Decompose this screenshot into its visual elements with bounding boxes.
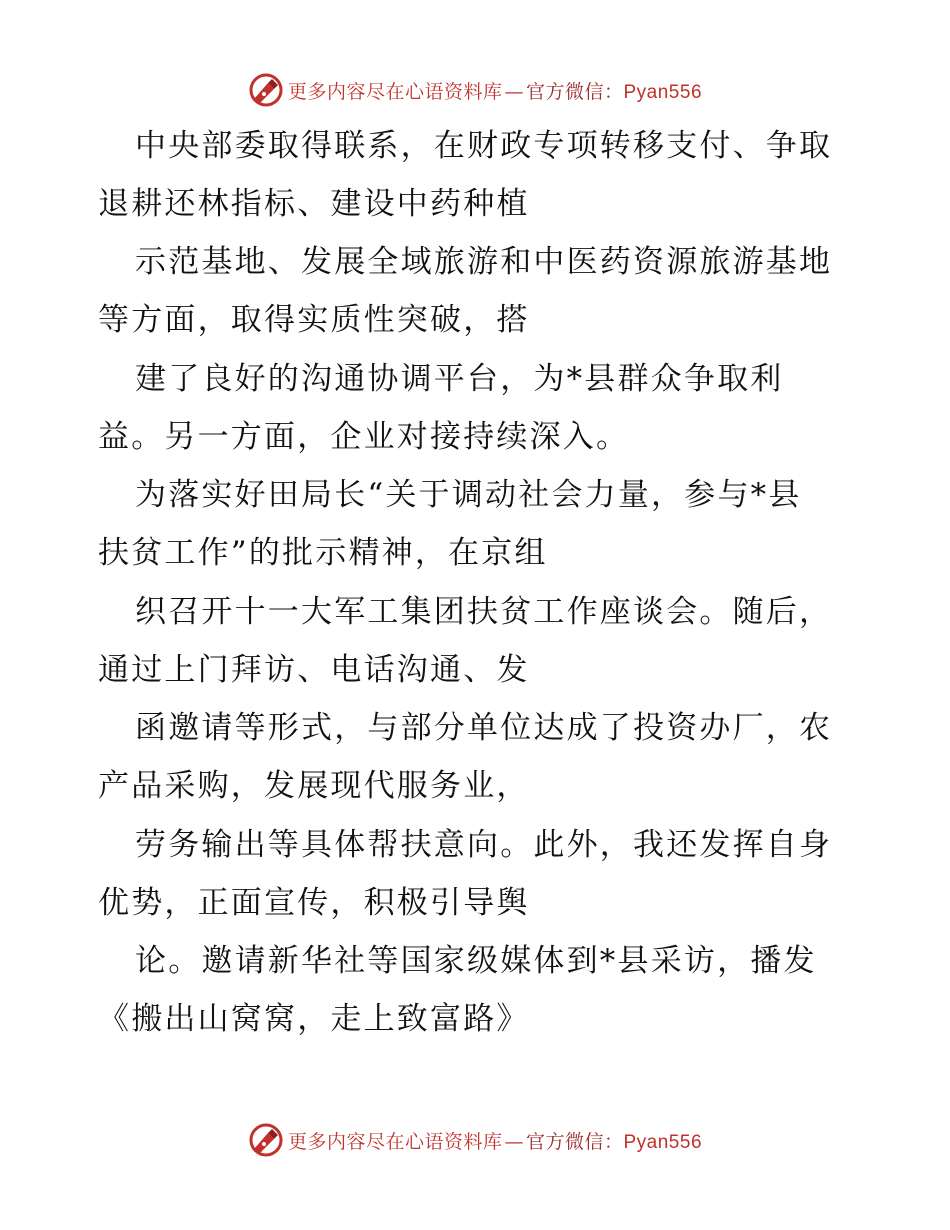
body-line: 退耕还林指标、建设中药种植 — [98, 186, 530, 222]
body-line: 益。另一方面，企业对接持续深入。 — [98, 419, 630, 455]
banner-wechat-id: Pyan556 — [623, 1131, 703, 1153]
banner-main-text: 更多内容尽在心语资料库 — [287, 80, 503, 103]
banner-text — [288, 1127, 702, 1154]
body-line: 为落实好田局长“关于调动社会力量，参与*县 — [135, 477, 802, 513]
body-line: 建了良好的沟通协调平台，为*县群众争取利 — [135, 361, 784, 397]
body-line: 扶贫工作”的批示精神，在京组 — [98, 535, 548, 571]
pen-nib-logo-icon — [248, 1122, 284, 1158]
banner-wechat-label: 官方微信： — [525, 80, 624, 103]
body-line: 产品采购，发展现代服务业， — [98, 768, 530, 804]
body-line: 等方面，取得实质性突破，搭 — [98, 302, 530, 338]
pen-nib-logo-icon — [248, 72, 284, 108]
body-line: 通过上门拜访、电话沟通、发 — [98, 652, 530, 688]
banner-wechat-id: Pyan556 — [623, 81, 703, 103]
body-line: 中央部委取得联系，在财政专项转移支付、争取 — [135, 128, 833, 164]
banner-separator: — — [504, 1130, 524, 1153]
body-line: 示范基地、发展全域旅游和中医药资源旅游基地 — [135, 244, 833, 280]
banner-separator: — — [504, 80, 524, 103]
body-line: 织召开十一大军工集团扶贫工作座谈会。随后， — [135, 594, 833, 630]
body-line: 劳务输出等具体帮扶意向。此外，我还发挥自身 — [135, 827, 833, 863]
banner-wechat-label: 官方微信： — [525, 1130, 624, 1153]
banner-text — [288, 77, 702, 104]
body-line: 优势，正面宣传，积极引导舆 — [98, 885, 530, 921]
footer-banner — [0, 1120, 950, 1160]
body-line: 论。邀请新华社等国家级媒体到*县采访，播发 — [135, 943, 817, 979]
body-line: 《搬出山窝窝，走上致富路》 — [98, 1001, 530, 1037]
body-line: 函邀请等形式，与部分单位达成了投资办厂，农 — [135, 710, 833, 746]
banner-main-text: 更多内容尽在心语资料库 — [287, 1130, 503, 1153]
header-banner — [0, 70, 950, 110]
